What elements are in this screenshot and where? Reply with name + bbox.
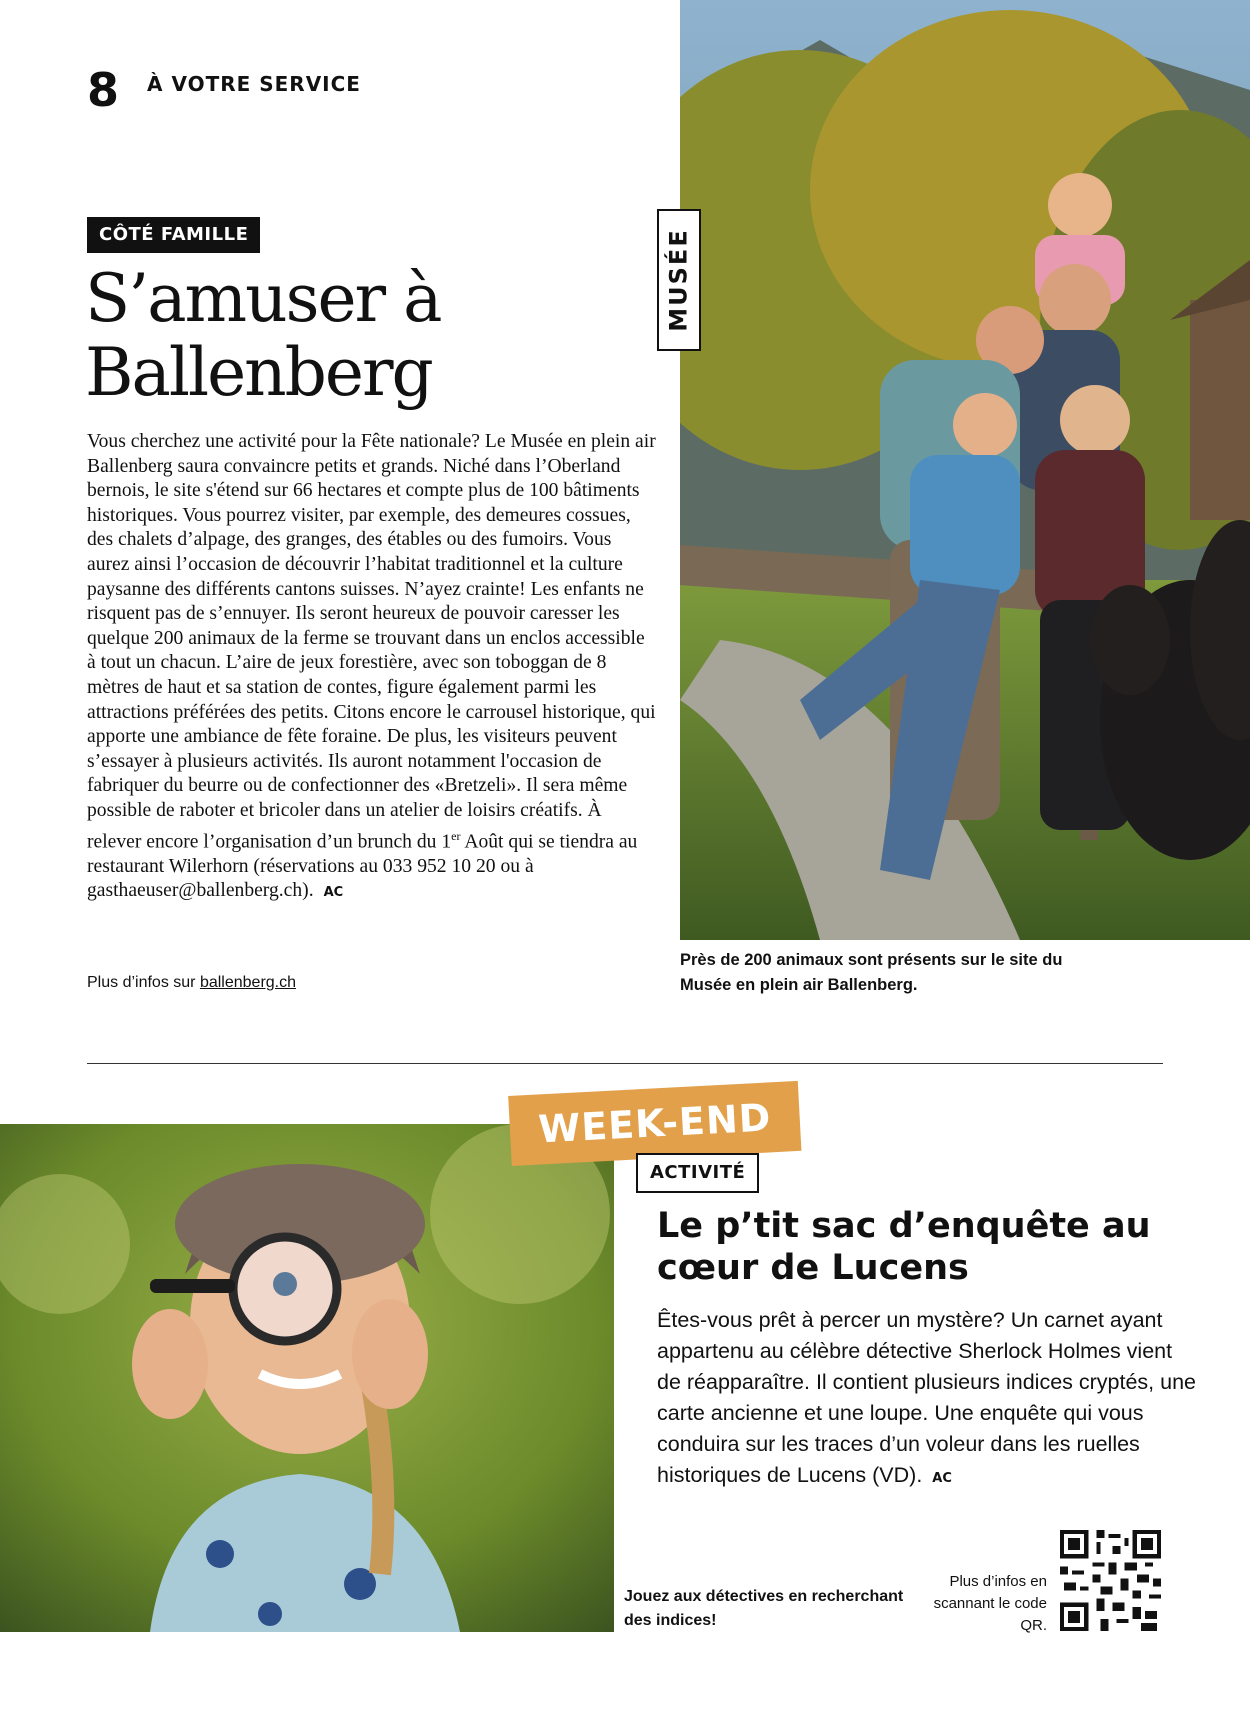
page-number: 8 <box>87 63 120 117</box>
category-tag: CÔTÉ FAMILLE <box>87 217 260 253</box>
body-superscript: er <box>451 828 461 843</box>
website-link[interactable]: ballenberg.ch <box>199 974 297 991</box>
more-info-prefix: Plus d’infos sur <box>87 974 196 991</box>
article2-title: Le p’tit sac d’enquête au cœur de Lucens <box>657 1206 1151 1288</box>
photo-caption: Près de 200 animaux sont présents sur le site du Musée en plein air Ballenberg. <box>680 951 1063 994</box>
author-credit: AC <box>323 885 344 901</box>
family-photo <box>680 0 1250 940</box>
qr-code-icon[interactable] <box>1060 1530 1161 1631</box>
photo2-caption: Jouez aux détectives en recherchant des indices! <box>624 1588 904 1629</box>
body-text-part2: Août qui se tiendra au restaurant Wilerhorn (réservations au 033 952 10 20 ou à gasthaeuser@ballenberg.ch). <box>87 831 638 902</box>
weekend-badge-label: WEEK-END <box>537 1095 773 1152</box>
article2-body-text: Êtes-vous prêt à percer un mystère? Un carnet ayant appartenu au célèbre détective Sherlock Holmes vient de réapparaître. Il contient plusieurs indices cryptés, une carte ancienne et une loupe. Une enquête qui vous conduira sur les traces d’un voleur dans les ruelles historiques de Lucens (VD). <box>657 1308 1196 1487</box>
section-divider <box>87 1063 1163 1064</box>
qr-instructions: Plus d’infos en scannant le code QR. <box>933 1573 1047 1634</box>
activity-tag: ACTIVITÉ <box>636 1153 759 1193</box>
more-info <box>87 974 296 992</box>
article2-body <box>657 1305 1197 1494</box>
section-title: À VOTRE SERVICE <box>147 72 361 96</box>
detective-girl-photo <box>0 1124 614 1632</box>
article2-credit: AC <box>932 1471 952 1486</box>
vertical-category-label: MUSÉE <box>665 228 694 332</box>
body-text-part1: Vous cherchez une activité pour la Fête nationale? Le Musée en plein air Ballenberg saura convaincre petits et grands. Niché dans l’Oberland bernois, le site s'étend sur 66 hectares et compte plus de 100 bâtiments historiques. Vous pourrez visiter, par exemple, des demeures cossues, des chalets d’alpage, des granges, des étables ou des fumoirs. Vous aurez ainsi l’occasion de découvrir l’habitat traditionnel et la culture paysanne des différents cantons suisses. N’ayez crainte! Les enfants ne risquent pas de s’ennuyer. Ils seront heureux de pouvoir caresser les quelque 200 animaux de la ferme se trouvant dans un enclos accessible à tout un chacun. L’aire de jeux forestière, avec son toboggan de 8 mètres de haut et sa station de contes, figure également parmi les attractions préférées des petits. Citons encore le carrousel historique, qui apporte une ambiance de fête foraine. De plus, les visiteurs peuvent s’essayer à plusieurs activités. Ils auront notamment l'occasion de fabriquer du beurre ou de confectionner des «Bretzeli». Il sera même possible de raboter et bricoler dans un atelier de loisirs créatifs. À relever encore l’organisation d’un brunch du 1 <box>87 431 656 853</box>
article-body <box>87 430 657 906</box>
article-title: S’amuser à Ballenberg <box>85 260 441 411</box>
vertical-category-tag <box>657 209 701 351</box>
